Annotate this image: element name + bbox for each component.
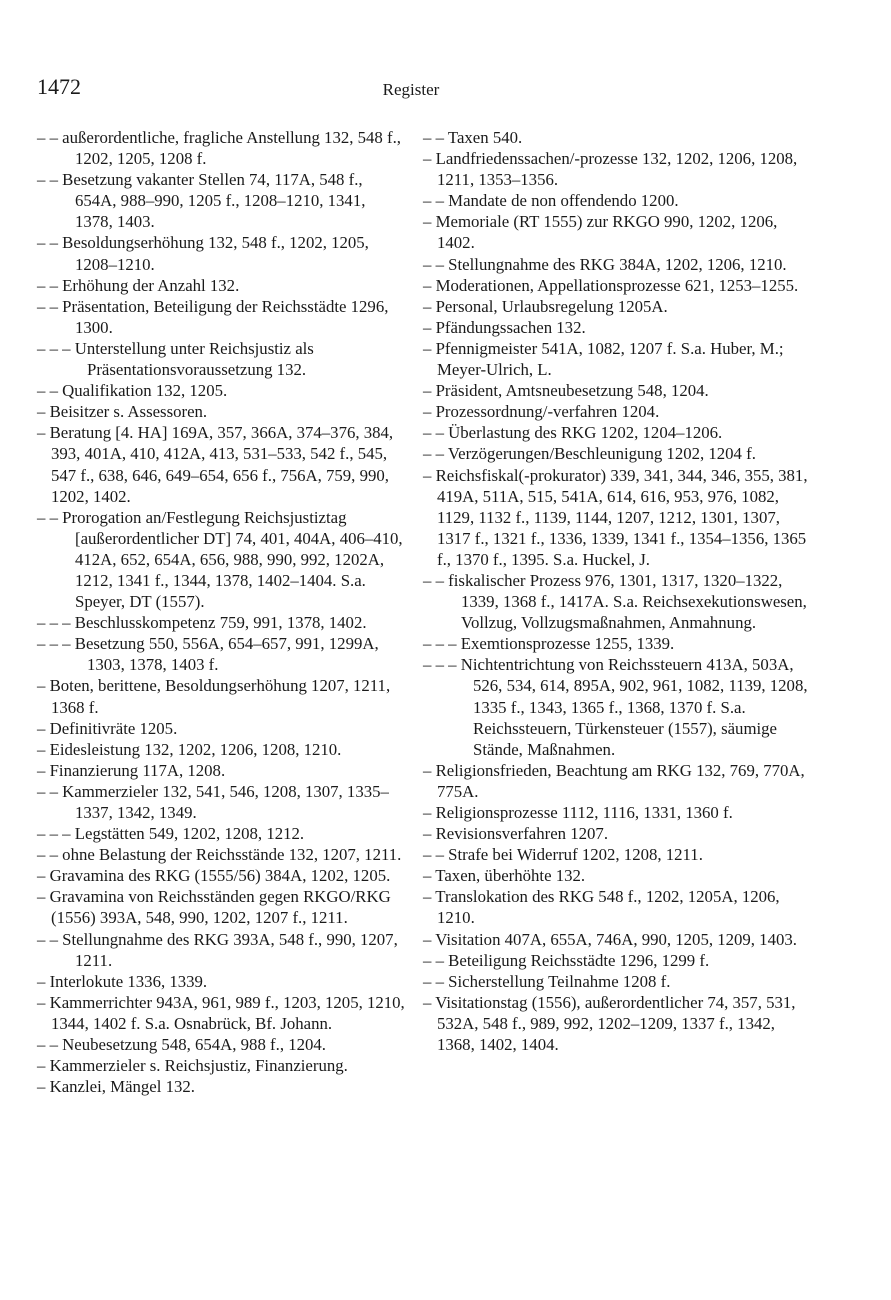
index-entry: – Memoriale (RT 1555) zur RKGO 990, 1202, 1206, 1402. (423, 212, 778, 253)
index-entry: – – Sicherstellung Teilnahme 1208 f. (423, 971, 671, 991)
index-entry: – Visitation 407A, 655A, 746A, 990, 1205, 1209, 1403. (423, 929, 797, 949)
index-entry: – Präsident, Amtsneubesetzung 548, 1204. (423, 381, 709, 401)
index-entry: – Taxen, überhöhte 132. (423, 866, 586, 886)
index-entry: – – Stellungnahme des RKG 384A, 1202, 1206, 1210. (423, 254, 787, 274)
index-entry: – – Beteiligung Reichsstädte 1296, 1299 f. (423, 950, 710, 970)
index-entry: – – Mandate de non offendendo 1200. (423, 191, 679, 211)
index-entry: – Revisionsverfahren 1207. (423, 824, 609, 844)
index-entry: – Boten, berittene, Besoldungserhöhung 1207, 1211, 1368 f. (37, 676, 391, 717)
index-entry: – Translokation des RKG 548 f., 1202, 1205A, 1206, 1210. (423, 887, 780, 928)
index-entry: – Prozessordnung/-verfahren 1204. (423, 402, 660, 422)
right-index-column (423, 127, 808, 1055)
index-entry: – Reichsfiskal(-prokurator) 339, 341, 344, 346, 355, 381, 419A, 511A, 515, 541A, 614, 616, 953, 976, 1082, 1129, 1132 f., 1139, 1144, 1207, 1212, 1301, 1307, 1317 f., 1321 f., 1336, 1339, 1341 f., 1354–1356, 1365 f., 1370 f., 1395. S.a. Huckel, J. (423, 465, 808, 569)
index-entry: – – – Besetzung 550, 556A, 654–657, 991, 1299A, 1303, 1378, 1403 f. (37, 634, 379, 675)
index-entry: – Gravamina des RKG (1555/56) 384A, 1202, 1205. (37, 866, 391, 886)
running-title-text: Register (382, 80, 440, 99)
index-entry: – Kanzlei, Mängel 132. (37, 1077, 195, 1097)
index-entry: – Beisitzer s. Assessoren. (37, 402, 208, 422)
index-entry: – Eidesleistung 132, 1202, 1206, 1208, 1210. (37, 739, 342, 759)
index-entry: – – Strafe bei Widerruf 1202, 1208, 1211. (423, 845, 703, 865)
index-entry: – – Verzögerungen/Beschleunigung 1202, 1204 f. (423, 444, 756, 464)
index-entry: – – Prorogation an/Festlegung Reichsjustiztag [außerordentlicher DT] 74, 401, 404A, 406–410, 412A, 652, 654A, 656, 988, 990, 992, 1202A, 1212, 1341 f., 1344, 1378, 1402–1404. S.a. Speyer, DT (1557). (37, 507, 403, 612)
index-entry: – Definitivräte 1205. (37, 718, 178, 738)
index-entry: – – Neubesetzung 548, 654A, 988 f., 1204. (37, 1035, 326, 1055)
index-entry: – Pfennigmeister 541A, 1082, 1207 f. S.a. Huber, M.; Meyer-Ulrich, L. (423, 338, 784, 380)
index-entry: – Finanzierung 117A, 1208. (37, 760, 226, 780)
index-entry: – – Qualifikation 132, 1205. (37, 381, 228, 401)
index-entry: – – Präsentation, Beteiligung der Reichsstädte 1296, 1300. (37, 296, 389, 337)
index-entry: – Visitationstag (1556), außerordentlicher 74, 357, 531, 532A, 548 f., 989, 992, 1202–1209, 1337 f., 1342, 1368, 1402, 1404. (423, 992, 796, 1055)
index-entry: – Moderationen, Appellationsprozesse 621, 1253–1255. (423, 275, 799, 295)
index-entry: – – – Exemtionsprozesse 1255, 1339. (423, 634, 675, 654)
index-entry: – Beratung [4. HA] 169A, 357, 366A, 374–376, 384, 393, 401A, 410, 412A, 413, 531–533, 542 f., 545, 547 f., 638, 646, 649–654, 656 f., 756A, 759, 990, 1202, 1402. (37, 423, 394, 506)
index-entry: – – – Nichtentrichtung von Reichssteuern 413A, 503A, 526, 534, 614, 895A, 902, 961, 1082, 1139, 1208, 1335 f., 1343, 1365 f., 1368, 1370 f. S.a. Reichssteuern, Türkensteuer (1557), säumige Stände, Maßnahmen. (423, 655, 808, 759)
index-entry: – Personal, Urlaubsregelung 1205A. (423, 296, 668, 316)
index-entry: – – Taxen 540. (423, 128, 523, 147)
index-entry: – – außerordentliche, fragliche Anstellung 132, 548 f., 1202, 1205, 1208 f. (37, 128, 401, 169)
index-entry: – – Überlastung des RKG 1202, 1204–1206. (423, 423, 723, 443)
index-entry: – – Kammerzieler 132, 541, 546, 1208, 1307, 1335–1337, 1342, 1349. (37, 781, 389, 822)
page-number: 1472 (37, 74, 81, 99)
index-entry: – – Stellungnahme des RKG 393A, 548 f., 990, 1207, 1211. (37, 929, 398, 970)
index-entry: – Interlokute 1336, 1339. (37, 971, 208, 991)
index-entry: – Religionsfrieden, Beachtung am RKG 132, 769, 770A, 775A. (423, 760, 805, 801)
left-index-column (37, 127, 407, 1097)
index-entry: – – fiskalischer Prozess 976, 1301, 1317, 1320–1322, 1339, 1368 f., 1417A. S.a. Reichsexekutionswesen, Vollzug, Vollzugsmaßnahmen, Anmahnung. (423, 570, 807, 633)
index-entry: – Landfriedenssachen/-prozesse 132, 1202, 1206, 1208, 1211, 1353–1356. (423, 149, 798, 190)
index-entry: – – – Unterstellung unter Reichsjustiz als Präsentationsvoraussetzung 132. (37, 338, 314, 380)
index-entry: – – – Beschlusskompetenz 759, 991, 1378, 1402. (37, 613, 367, 633)
index-entry: – Kammerzieler s. Reichsjustiz, Finanzierung. (37, 1056, 348, 1076)
index-entry: – Kammerrichter 943A, 961, 989 f., 1203, 1205, 1210, 1344, 1402 f. S.a. Osnabrück, Bf. Johann. (37, 992, 405, 1033)
index-entry: – – Besoldungserhöhung 132, 548 f., 1202, 1205, 1208–1210. (37, 233, 369, 274)
index-entry: – Gravamina von Reichsständen gegen RKGO/RKG (1556) 393A, 548, 990, 1202, 1207 f., 1211. (37, 887, 391, 928)
index-entry: – – ohne Belastung der Reichsstände 132, 1207, 1211. (37, 845, 402, 865)
index-entry: – – Erhöhung der Anzahl 132. (37, 275, 240, 295)
index-entry: – – Besetzung vakanter Stellen 74, 117A, 548 f., 654A, 988–990, 1205 f., 1208–1210, 1341, 1378, 1403. (37, 170, 366, 232)
running-title (0, 80, 822, 100)
index-entry: – – – Legstätten 549, 1202, 1208, 1212. (37, 824, 305, 844)
index-entry: – Pfändungssachen 132. (423, 317, 586, 337)
index-entry: – Religionsprozesse 1112, 1116, 1331, 1360 f. (423, 803, 733, 822)
